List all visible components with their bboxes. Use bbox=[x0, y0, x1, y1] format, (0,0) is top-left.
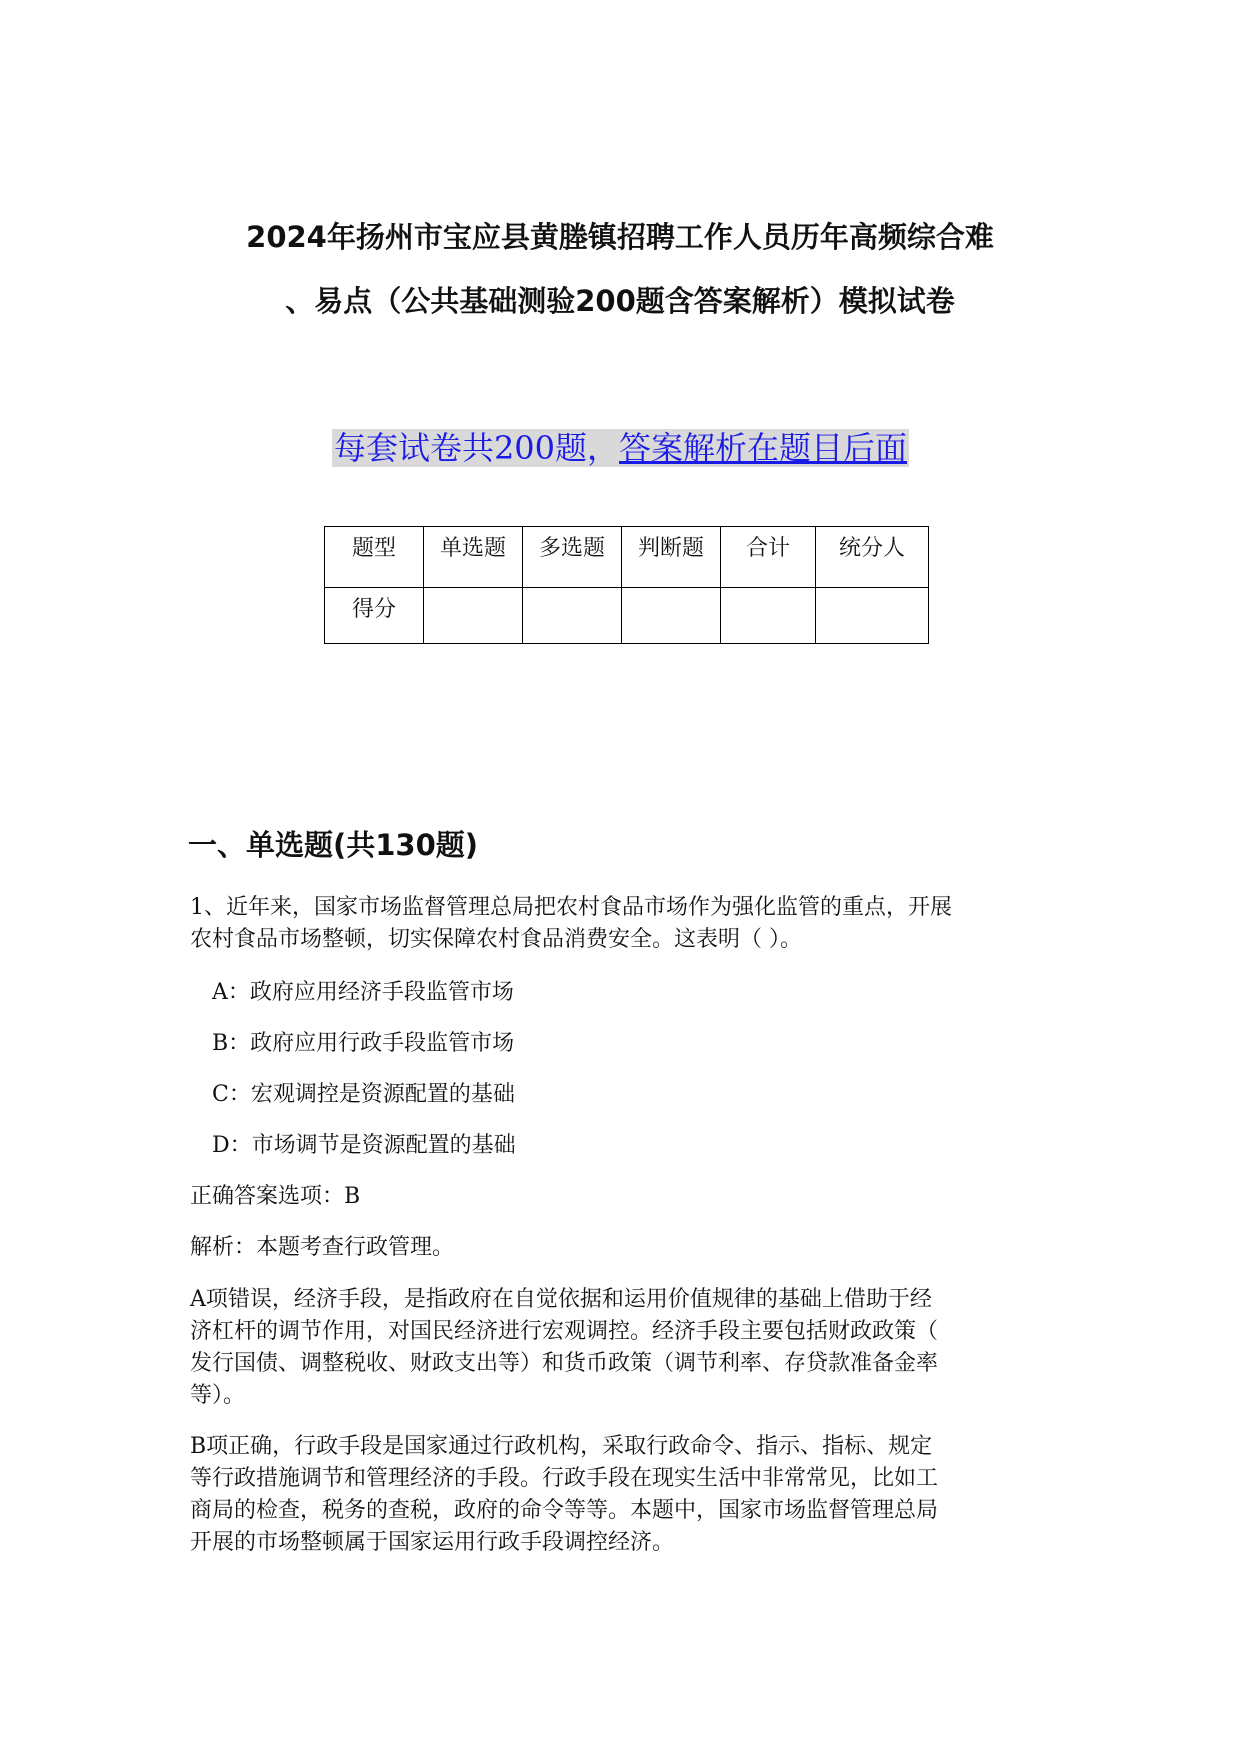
subtitle-highlight bbox=[332, 429, 909, 467]
option-b: B：政府应用行政手段监管市场 bbox=[212, 1031, 515, 1056]
subtitle bbox=[0, 425, 1241, 471]
analysis-b-line-1: B项正确，行政手段是国家通过行政机构，采取行政命令、指示、指标、规定 bbox=[190, 1434, 933, 1459]
document-title bbox=[180, 205, 1060, 333]
title-line-1: 2024年扬州市宝应县黄塍镇招聘工作人员历年高频综合难 bbox=[246, 220, 994, 254]
score-cell-total[interactable] bbox=[721, 588, 816, 644]
answer-location-link[interactable]: 答案解析在题目后面 bbox=[619, 429, 908, 467]
section-title: 一、单选题(共130题) bbox=[188, 828, 479, 862]
question-stem bbox=[190, 892, 1060, 956]
header-cell-total: 合计 bbox=[721, 527, 816, 588]
header-cell-scorer: 统分人 bbox=[816, 527, 929, 588]
score-table bbox=[324, 526, 929, 644]
subtitle-text: 每套试卷共200题， bbox=[333, 429, 620, 467]
correct-answer: 正确答案选项：B bbox=[190, 1184, 361, 1209]
analysis-b-line-4: 开展的市场整顿属于国家运用行政手段调控经济。 bbox=[190, 1530, 675, 1555]
score-cell-scorer[interactable] bbox=[816, 588, 929, 644]
score-cell-single[interactable] bbox=[424, 588, 523, 644]
score-cell-judgement[interactable] bbox=[622, 588, 721, 644]
analysis-b-line-3: 商局的检查，税务的查税，政府的命令等等。本题中，国家市场监督管理总局 bbox=[190, 1498, 939, 1523]
score-table-score-row bbox=[325, 588, 929, 644]
header-cell-type: 题型 bbox=[325, 527, 424, 588]
question-stem-line-2: 农村食品市场整顿，切实保障农村食品消费安全。这表明（ ）。 bbox=[190, 927, 802, 952]
analysis-a-line-4: 等）。 bbox=[190, 1383, 246, 1408]
header-cell-judgement: 判断题 bbox=[622, 527, 721, 588]
analysis-a-line-1: A项错误，经济手段，是指政府在自觉依据和运用价值规律的基础上借助于经 bbox=[190, 1287, 932, 1312]
question-stem-line-1: 1、近年来，国家市场监督管理总局把农村食品市场作为强化监管的重点，开展 bbox=[190, 895, 952, 920]
title-line-2: 、易点（公共基础测验200题含答案解析）模拟试卷 bbox=[285, 284, 955, 318]
option-c: C：宏观调控是资源配置的基础 bbox=[212, 1082, 515, 1107]
analysis-intro: 解析：本题考查行政管理。 bbox=[190, 1235, 455, 1260]
analysis-a-line-2: 济杠杆的调节作用，对国民经济进行宏观调控。经济手段主要包括财政政策（ bbox=[190, 1319, 939, 1344]
analysis-b-line-2: 等行政措施调节和管理经济的手段。行政手段在现实生活中非常常见，比如工 bbox=[190, 1466, 939, 1491]
analysis-option-b bbox=[190, 1431, 1060, 1559]
header-cell-multiple: 多选题 bbox=[523, 527, 622, 588]
score-cell-multiple[interactable] bbox=[523, 588, 622, 644]
score-table-header-row bbox=[325, 527, 929, 588]
header-cell-single: 单选题 bbox=[424, 527, 523, 588]
option-d: D：市场调节是资源配置的基础 bbox=[212, 1133, 516, 1158]
analysis-option-a bbox=[190, 1284, 1060, 1412]
score-row-label: 得分 bbox=[325, 588, 424, 644]
option-a: A：政府应用经济手段监管市场 bbox=[212, 980, 514, 1005]
analysis-a-line-3: 发行国债、调整税收、财政支出等）和货币政策（调节利率、存贷款准备金率 bbox=[190, 1351, 939, 1376]
